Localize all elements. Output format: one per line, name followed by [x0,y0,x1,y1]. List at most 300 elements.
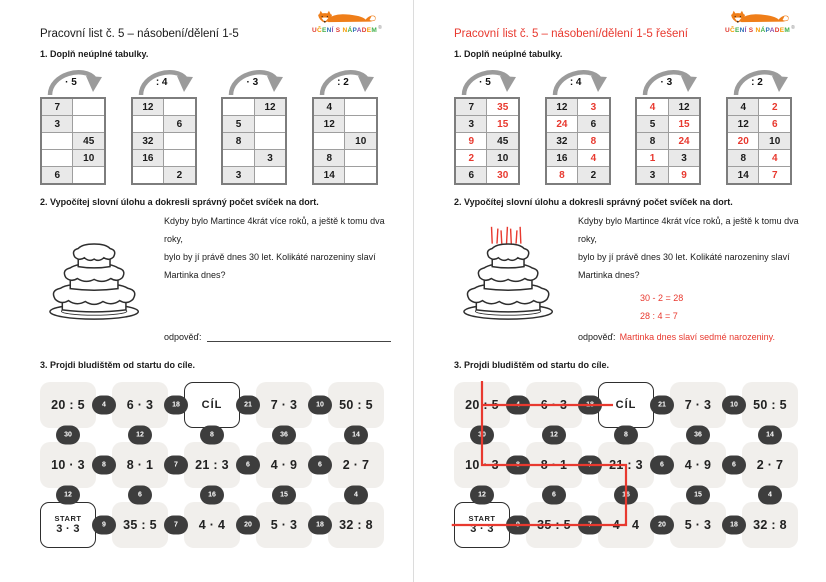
table-cell: 24 [546,116,578,133]
maze-connector [582,442,598,488]
number-table [545,97,611,185]
brand-letter: S [335,27,341,35]
maze-connector-value: 7 [164,456,188,475]
brand-letter: U [724,27,730,35]
section2-heading: 2. Vypočítej slovní úlohu a dokresli správný počet svíček na dort. [40,197,319,207]
maze-connector-value: 8 [92,456,116,475]
maze-problem-cell: 5 · 3 [256,502,312,548]
maze-connector-value: 6 [542,486,566,505]
table-row [636,167,700,185]
table-row [132,167,196,185]
table-cell: 7 [455,98,487,116]
maze-connector [598,488,654,502]
solution-steps [640,289,804,325]
maze-connector [510,502,526,548]
table-cell: 10 [73,150,105,167]
cake-drawing-icon [42,220,148,322]
maze-start-cell [454,502,510,548]
number-table [726,97,792,185]
maze-problem-cell: 50 : 5 [328,382,384,428]
brand-letter: Í [744,27,747,35]
maze-connector [654,382,670,428]
maze-connector [328,488,384,502]
maze-connector-value: 4 [506,396,530,415]
page-title: Pracovní list č. 5 – násobení/dělení 1-5 řešení [454,28,688,40]
maze-connector-value: 18 [308,516,332,535]
table-cell: 6 [455,167,487,185]
brand-line [714,25,806,34]
solution-step: 28 : 4 = 7 [640,311,678,321]
table-row [546,116,610,133]
brand-letter: A [356,27,362,35]
maze-connector-value: 7 [164,516,188,535]
maze-connector-value: 6 [722,456,746,475]
table-cell [222,150,254,167]
table-row [636,133,700,150]
table-row [727,116,791,133]
maze-connector-value: 14 [758,426,782,445]
table-cell: 12 [668,98,700,116]
section3-heading: 3. Projdi bludištěm od startu do cíle. [40,360,196,370]
maze-connector [312,442,328,488]
table-cell [254,116,286,133]
table-row [41,116,105,133]
table-cell: 3 [455,116,487,133]
fill-table [131,64,197,185]
table-cell [164,98,196,116]
maze-start-label: START [468,513,496,523]
maze-connector-value: 12 [470,486,494,505]
operation-arrow [312,64,378,97]
section1-heading: 1. Doplň neúplné tabulky. [40,49,149,59]
fill-table [726,64,792,185]
brand-name [312,27,377,34]
table-cell: 8 [222,133,254,150]
table-cell [132,116,164,133]
table-cell [164,150,196,167]
maze-connector [168,382,184,428]
maze-connector [510,382,526,428]
table-row [727,167,791,185]
brand-letter: Í [331,27,334,35]
table-row [222,167,286,185]
brand-logo [714,6,806,34]
table-cell: 12 [313,116,345,133]
table-operation-label: · 3 [660,77,673,88]
number-table [40,97,106,185]
brand-letter: U [311,27,317,35]
maze-connector [654,442,670,488]
table-row [636,150,700,167]
table-cell: 8 [727,150,759,167]
table-row [222,98,286,116]
table-operation-label: · 5 [65,77,77,88]
table-row [546,98,610,116]
brand-letter: A [769,27,775,35]
table-row [546,133,610,150]
number-table [454,97,520,185]
brand-letter: Á [347,27,353,35]
table-row [132,116,196,133]
table-cell: 3 [578,98,610,116]
maze-connector-value: 15 [272,486,296,505]
table-cell [73,167,105,185]
registered-mark: ® [378,25,383,31]
table-cell [132,167,164,185]
maze-connector [726,442,742,488]
cake-illustration [456,212,568,350]
maze-connector-value: 16 [614,486,638,505]
maze-connector [240,502,256,548]
table-cell [254,167,286,185]
maze-connector [670,428,726,442]
brand-letter: Č [316,27,322,35]
maze-connector-value: 10 [308,396,332,415]
tables-row [454,64,792,185]
table-row [313,116,377,133]
problem-line: Martinka dnes? [164,270,226,280]
maze-connector-value: 4 [92,396,116,415]
maze-connector-value: 18 [578,396,602,415]
maze-connector [256,488,312,502]
maze-connector [184,428,240,442]
table-row [455,167,519,185]
operation-arrow [40,64,106,97]
maze-connector [526,488,582,502]
table-cell: 4 [759,150,791,167]
maze-connector [598,428,654,442]
maze-connector-value: 6 [236,456,260,475]
maze-problem-cell: 20 : 5 [454,382,510,428]
maze-connector-value: 20 [650,516,674,535]
maze-goal-cell: CÍL [598,382,654,428]
maze-connector [726,382,742,428]
worksheet-page-solved [413,0,826,582]
table-cell: 2 [578,167,610,185]
maze-connector [454,428,510,442]
answer-text: Martinka dnes slaví sedmé narozeniny. [619,332,775,342]
maze-connector-value: 4 [344,486,368,505]
table-cell [164,133,196,150]
table-cell [222,98,254,116]
answer-row [578,332,804,342]
brand-letter: E [321,27,327,35]
maze-connector-value: 21 [236,396,260,415]
operation-arrow [221,64,287,97]
maze-connector [582,382,598,428]
maze-connector [670,488,726,502]
table-cell [41,133,73,150]
table-cell: 4 [727,98,759,116]
table-cell: 6 [578,116,610,133]
tables-row [40,64,378,185]
fill-table [40,64,106,185]
maze-connector [40,488,96,502]
maze-problem-cell: 10 · 3 [454,442,510,488]
maze-connector-value: 9 [92,516,116,535]
table-cell: 3 [254,150,286,167]
cake-illustration [42,212,154,350]
brand-letter: P [765,27,770,35]
brand-letter: P [352,27,357,35]
operation-arrow [131,64,197,97]
table-cell: 3 [222,167,254,185]
table-row [41,167,105,185]
table-cell [345,98,377,116]
table-row [546,150,610,167]
table-operation-label: : 2 [751,77,763,88]
maze-connector-value: 14 [344,426,368,445]
maze-connector-value: 30 [470,426,494,445]
maze-problem-cell: 6 · 3 [526,382,582,428]
table-cell: 4 [313,98,345,116]
fill-table [454,64,520,185]
table-row [222,133,286,150]
maze-connector [726,502,742,548]
maze-connector-value: 12 [128,426,152,445]
table-row [636,116,700,133]
table-cell: 7 [41,98,73,116]
table-cell: 10 [759,133,791,150]
table-cell: 3 [668,150,700,167]
maze-connector [112,428,168,442]
brand-letter: N [342,27,348,35]
brand-logo [301,6,393,34]
maze-connector [112,488,168,502]
table-cell: 45 [73,133,105,150]
maze-problem-cell: 4 · 4 [184,502,240,548]
maze-connector [96,502,112,548]
maze-connector [582,502,598,548]
table-cell: 6 [164,116,196,133]
table-cell: 8 [313,150,345,167]
table-cell: 9 [668,167,700,185]
fill-table [221,64,287,185]
page-title: Pracovní list č. 5 – násobení/dělení 1-5 [40,28,239,40]
table-operation-label: : 2 [337,77,349,88]
table-operation-label: · 5 [479,77,491,88]
table-cell: 6 [41,167,73,185]
number-table [221,97,287,185]
problem-line: bylo by jí právě dnes 30 let. Kolikáté narozeniny slaví [578,252,790,262]
maze-problem-cell: 2 · 7 [328,442,384,488]
maze-start-cell [40,502,96,548]
brand-letter: E [734,27,740,35]
table-row [636,98,700,116]
maze-connector [742,488,798,502]
table-cell: 9 [455,133,487,150]
table-cell: 30 [487,167,519,185]
maze-connector-value: 7 [578,456,602,475]
brand-letter: S [748,27,754,35]
table-cell: 12 [254,98,286,116]
maze-connector [510,442,526,488]
maze [40,382,391,548]
brand-letter: N [739,27,745,35]
table-row [455,98,519,116]
fill-table [545,64,611,185]
word-problem-text [578,212,804,284]
maze-problem-cell: 7 · 3 [256,382,312,428]
maze-connector-value: 7 [578,516,602,535]
table-cell: 12 [132,98,164,116]
word-problem-column [164,212,391,350]
number-table [131,97,197,185]
fill-table [635,64,701,185]
brand-letter: Č [729,27,735,35]
maze-connector-value: 8 [614,426,638,445]
table-row [132,133,196,150]
maze-connector [40,428,96,442]
table-operation-label: : 4 [569,77,582,88]
table-cell: 24 [668,133,700,150]
table-cell: 15 [487,116,519,133]
maze-connector-value: 6 [650,456,674,475]
table-row [313,167,377,185]
maze-problem-cell: 35 : 5 [112,502,168,548]
maze-connector-value: 21 [650,396,674,415]
table-cell: 12 [727,116,759,133]
maze-connector [328,428,384,442]
maze-connector [526,428,582,442]
table-cell [73,116,105,133]
maze-connector-value: 18 [722,516,746,535]
maze-problem-cell: 21 : 3 [184,442,240,488]
table-row [455,150,519,167]
problem-line: Kdyby bylo Martince 4krát více roků, a ještě k tomu dva roky, [164,216,385,244]
section3-heading: 3. Projdi bludištěm od startu do cíle. [454,360,610,370]
brand-letter: E [779,27,785,35]
table-cell: 32 [546,133,578,150]
maze-connector [454,488,510,502]
maze-connector [96,382,112,428]
problem-line: Martinka dnes? [578,270,640,280]
table-row [727,150,791,167]
maze-problem-cell: 20 : 5 [40,382,96,428]
section2-heading: 2. Vypočítej slovní úlohu a dokresli správný počet svíček na dort. [454,197,733,207]
brand-letter: N [326,27,332,35]
maze-connector [240,442,256,488]
table-cell [41,150,73,167]
maze-problem-cell: 35 : 5 [526,502,582,548]
brand-name [725,27,790,34]
table-cell [345,167,377,185]
maze-problem-cell: 32 : 8 [328,502,384,548]
answer-label: odpověď: [164,332,202,342]
maze [454,382,804,548]
operation-arrow [635,64,701,97]
table-cell [73,98,105,116]
word-problem-section [40,212,391,350]
table-cell: 45 [487,133,519,150]
table-cell [345,116,377,133]
maze-connector-value: 16 [200,486,224,505]
table-row [132,98,196,116]
table-cell: 5 [222,116,254,133]
maze-problem-cell: 50 : 5 [742,382,798,428]
table-row [313,98,377,116]
maze-connector-value: 8 [506,456,530,475]
maze-start-label: START [54,513,82,523]
table-row [41,98,105,116]
maze-connector-value: 20 [236,516,260,535]
registered-mark: ® [791,25,796,31]
answer-label: odpověď: [578,332,616,342]
problem-line: bylo by jí právě dnes 30 let. Kolikáté narozeniny slaví [164,252,376,262]
table-row [727,133,791,150]
table-cell: 4 [578,150,610,167]
table-row [313,150,377,167]
table-row [455,133,519,150]
table-row [455,116,519,133]
maze-connector-value: 9 [506,516,530,535]
table-row [41,133,105,150]
brand-letter: E [366,27,372,35]
maze-problem-cell: 6 · 3 [112,382,168,428]
table-cell: 3 [41,116,73,133]
table-row [727,98,791,116]
table-cell: 8 [636,133,668,150]
table-cell: 2 [455,150,487,167]
table-row [313,133,377,150]
maze-connector [312,382,328,428]
table-operation-label: : 4 [155,77,168,88]
answer-row [164,331,391,342]
table-operation-label: · 3 [246,77,259,88]
problem-line: Kdyby bylo Martince 4krát více roků, a ještě k tomu dva roky, [578,216,799,244]
maze-problem-cell: 8 · 1 [526,442,582,488]
table-cell: 20 [727,133,759,150]
table-cell: 8 [546,167,578,185]
candles [492,227,521,244]
table-cell [254,133,286,150]
table-cell [313,133,345,150]
table-cell: 12 [546,98,578,116]
table-cell: 7 [759,167,791,185]
maze-problem-cell: 32 : 8 [742,502,798,548]
maze-connector [240,382,256,428]
table-cell: 10 [345,133,377,150]
cake-drawing-icon [456,220,562,322]
table-cell: 15 [668,116,700,133]
maze-problem-cell: 7 · 3 [670,382,726,428]
brand-letter: N [755,27,761,35]
maze-connector-value: 15 [686,486,710,505]
table-cell: 8 [578,133,610,150]
maze-connector [168,502,184,548]
operation-arrow [545,64,611,97]
maze-connector-value: 12 [56,486,80,505]
maze-connector [184,488,240,502]
table-cell: 35 [487,98,519,116]
table-cell: 14 [727,167,759,185]
table-cell: 2 [759,98,791,116]
brand-line [301,25,393,34]
fill-table [312,64,378,185]
maze-connector-value: 6 [308,456,332,475]
operation-arrow [454,64,520,97]
brand-letter: M [784,27,791,35]
solution-step: 30 - 2 = 28 [640,293,684,303]
brand-letter: M [371,27,378,35]
table-cell: 16 [546,150,578,167]
maze-connector-value: 8 [200,426,224,445]
maze-connector [654,502,670,548]
maze-problem-cell: 5 · 3 [670,502,726,548]
maze-connector [256,428,312,442]
maze-start-expression: 3 · 3 [56,523,80,536]
maze-connector-value: 36 [686,426,710,445]
